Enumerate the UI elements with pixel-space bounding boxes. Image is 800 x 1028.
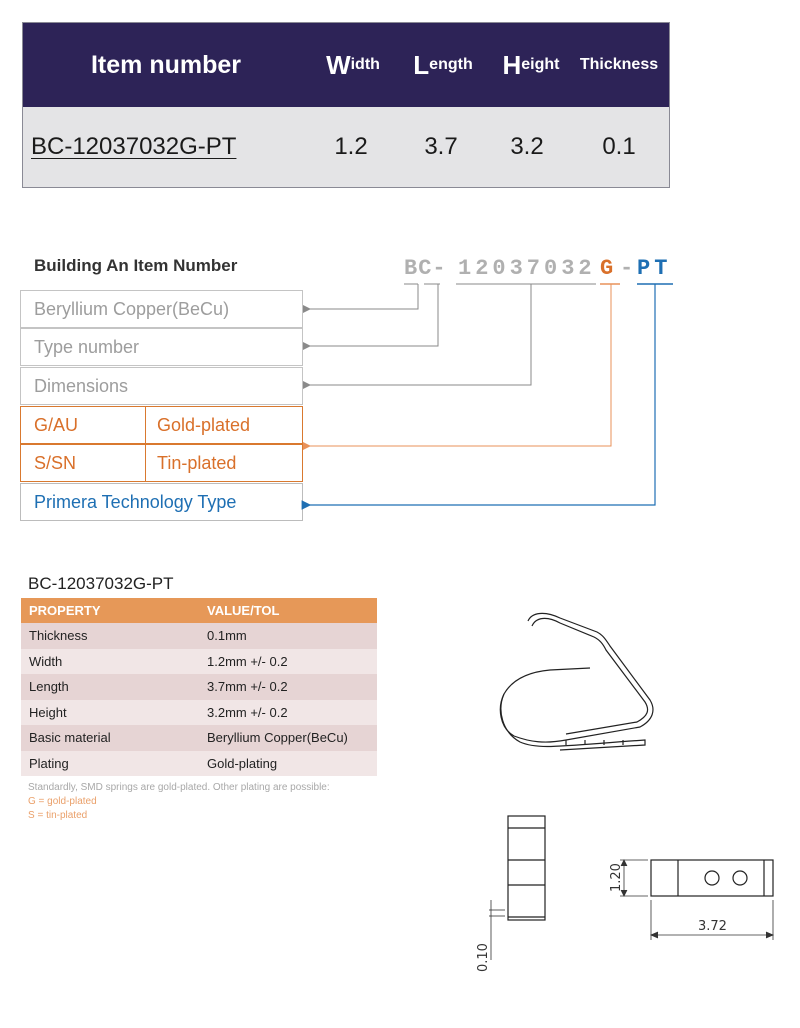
dim-width-label: 1.20	[609, 863, 624, 892]
property-table-title: BC-12037032G-PT	[28, 574, 174, 593]
legend-technology: Primera Technology Type	[20, 483, 303, 521]
table-row: Height 3.2mm +/- 0.2	[21, 700, 377, 726]
table-row: Plating Gold-plating	[21, 751, 377, 777]
spring-profile	[500, 613, 653, 750]
code-base-part-2: 12037032	[458, 256, 596, 281]
code-plating: G	[600, 256, 615, 281]
table-row: Basic material Beryllium Copper(BeCu)	[21, 725, 377, 751]
code-dash: -	[620, 256, 635, 281]
property-header: PROPERTY	[21, 598, 199, 623]
header-width: W idth	[326, 49, 380, 80]
plating-note-gold: G = gold-plated	[28, 796, 97, 807]
code-type: PT	[637, 256, 672, 281]
legend-gold: G/AU Gold-plated	[20, 406, 303, 444]
top-view	[651, 860, 773, 896]
thickness-dimension	[489, 900, 505, 960]
width-dimension	[620, 860, 648, 896]
dim-thickness-label: 0.10	[476, 943, 491, 972]
side-view	[508, 816, 545, 920]
legend-type-number: Type number	[20, 328, 303, 366]
value-thickness: 0.1	[602, 133, 636, 160]
table-row: Thickness 0.1mm	[21, 623, 377, 649]
item-number-link[interactable]: BC-12037032G-PT	[31, 133, 237, 160]
header-length: L ength	[413, 49, 473, 80]
header-thickness: Thickness	[579, 56, 659, 73]
value-height: 3.2	[510, 133, 544, 160]
value-length: 3.7	[424, 133, 458, 160]
header-item-number: Item number	[90, 50, 242, 79]
legend-material: Beryllium Copper(BeCu)	[20, 290, 303, 328]
plating-note: Standardly, SMD springs are gold-plated. Other plating are possible:	[28, 782, 330, 793]
value-header: VALUE/TOL	[199, 598, 377, 623]
plating-note-tin: S = tin-plated	[28, 810, 88, 821]
legend-tin: S/SN Tin-plated	[20, 444, 303, 482]
code-base-part-1: BC-	[404, 256, 447, 281]
legend-dimensions: Dimensions	[20, 367, 303, 405]
table-row: Length 3.7mm +/- 0.2	[21, 674, 377, 700]
dim-length-label: 3.72	[698, 919, 727, 934]
header-height: H eight	[502, 49, 560, 80]
value-width: 1.2	[334, 133, 368, 160]
building-title: Building An Item Number	[34, 256, 238, 275]
table-row: Width 1.2mm +/- 0.2	[21, 649, 377, 675]
